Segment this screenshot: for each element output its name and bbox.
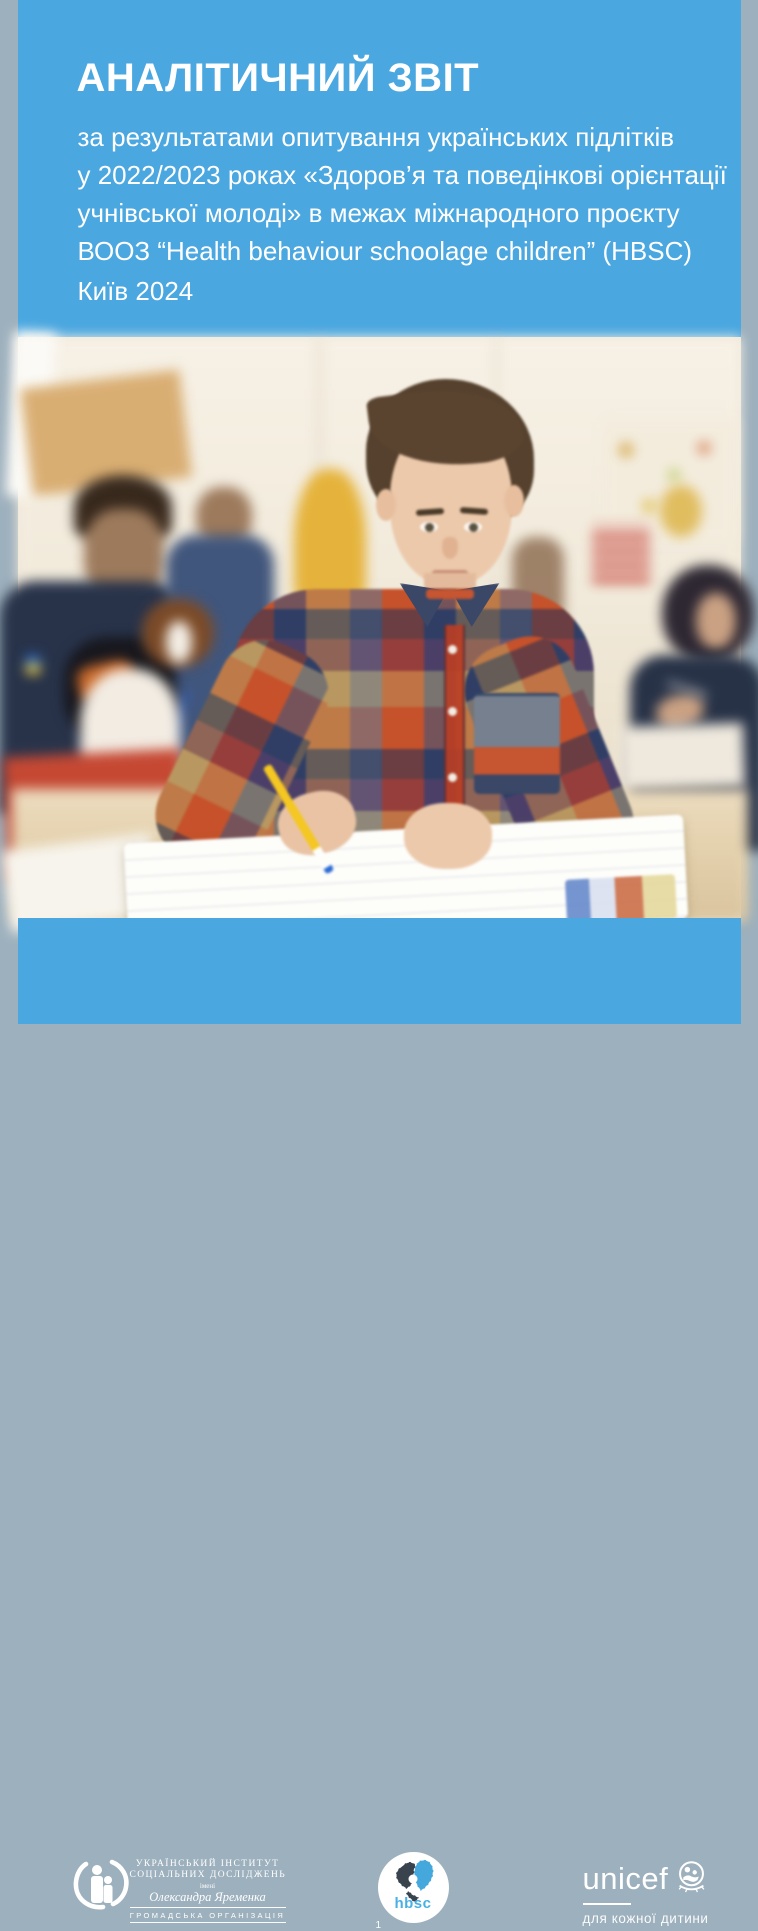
hbsc-label: hbsc: [378, 1895, 449, 1912]
cover-subtitle: [78, 118, 727, 270]
background-desk: [618, 723, 744, 791]
blurred-object-yellow: [660, 485, 702, 537]
subtitle-line: учнівської молоді» в межах міжнародного проєкту: [78, 194, 727, 232]
institute-name-line: Олександра Яременка: [130, 1890, 286, 1904]
unicef-wordmark: unicef: [583, 1863, 669, 1895]
shirt-button: [448, 707, 457, 716]
cover-footer: [18, 918, 741, 1024]
page-title: АНАЛІТИЧНИЙ ЗВІТ: [77, 56, 480, 101]
shirt-pocket: [474, 693, 560, 794]
ukraine-flag-patch: [26, 655, 40, 674]
institute-org-banner: ГРОМАДСЬКА ОРГАНІЗАЦІЯ: [130, 1907, 286, 1923]
boy-ear: [504, 485, 524, 517]
subtitle-line: за результатами опитування українських підлітків: [78, 118, 727, 156]
cover-photo: [18, 337, 741, 918]
subtitle-line: ВООЗ “Health behaviour schoolage children” (HBSC): [78, 232, 727, 270]
unicef-emblem-icon: [675, 1859, 708, 1899]
shirt-button: [448, 773, 457, 782]
boy-eye: [420, 522, 438, 532]
shirt-button: [448, 645, 457, 654]
notebook-printed-page: [564, 874, 676, 924]
institute-name-line: СОЦІАЛЬНИХ ДОСЛІДЖЕНЬ: [130, 1870, 286, 1881]
page-number: 1: [376, 1920, 382, 1931]
boy-ear: [376, 489, 396, 521]
report-cover-page: [18, 0, 741, 1024]
unicef-logo: [583, 1859, 709, 1926]
subtitle-line: у 2022/2023 роках «Здоров’я та поведінкові орієнтації: [78, 156, 727, 194]
blurred-girl-face: [696, 593, 736, 649]
institute-name-block: [130, 1859, 286, 1923]
hbsc-logo: [378, 1852, 449, 1923]
dog-blaze: [166, 621, 192, 663]
boy-nose: [442, 537, 458, 559]
boy-hand-right: [404, 803, 492, 869]
institute-name-line: імені: [130, 1882, 286, 1890]
unicef-tagline: для кожної дитини: [583, 1911, 709, 1926]
city-year: Київ 2024: [78, 276, 194, 307]
institute-name-line: УКРАЇНСЬКИЙ ІНСТИТУТ: [130, 1859, 286, 1870]
boy-eye: [464, 522, 482, 532]
institute-emblem-icon: [71, 1856, 131, 1914]
shelf-books: [592, 525, 650, 583]
unicef-divider: [583, 1903, 631, 1905]
shirt-collar-trim: [426, 589, 474, 599]
